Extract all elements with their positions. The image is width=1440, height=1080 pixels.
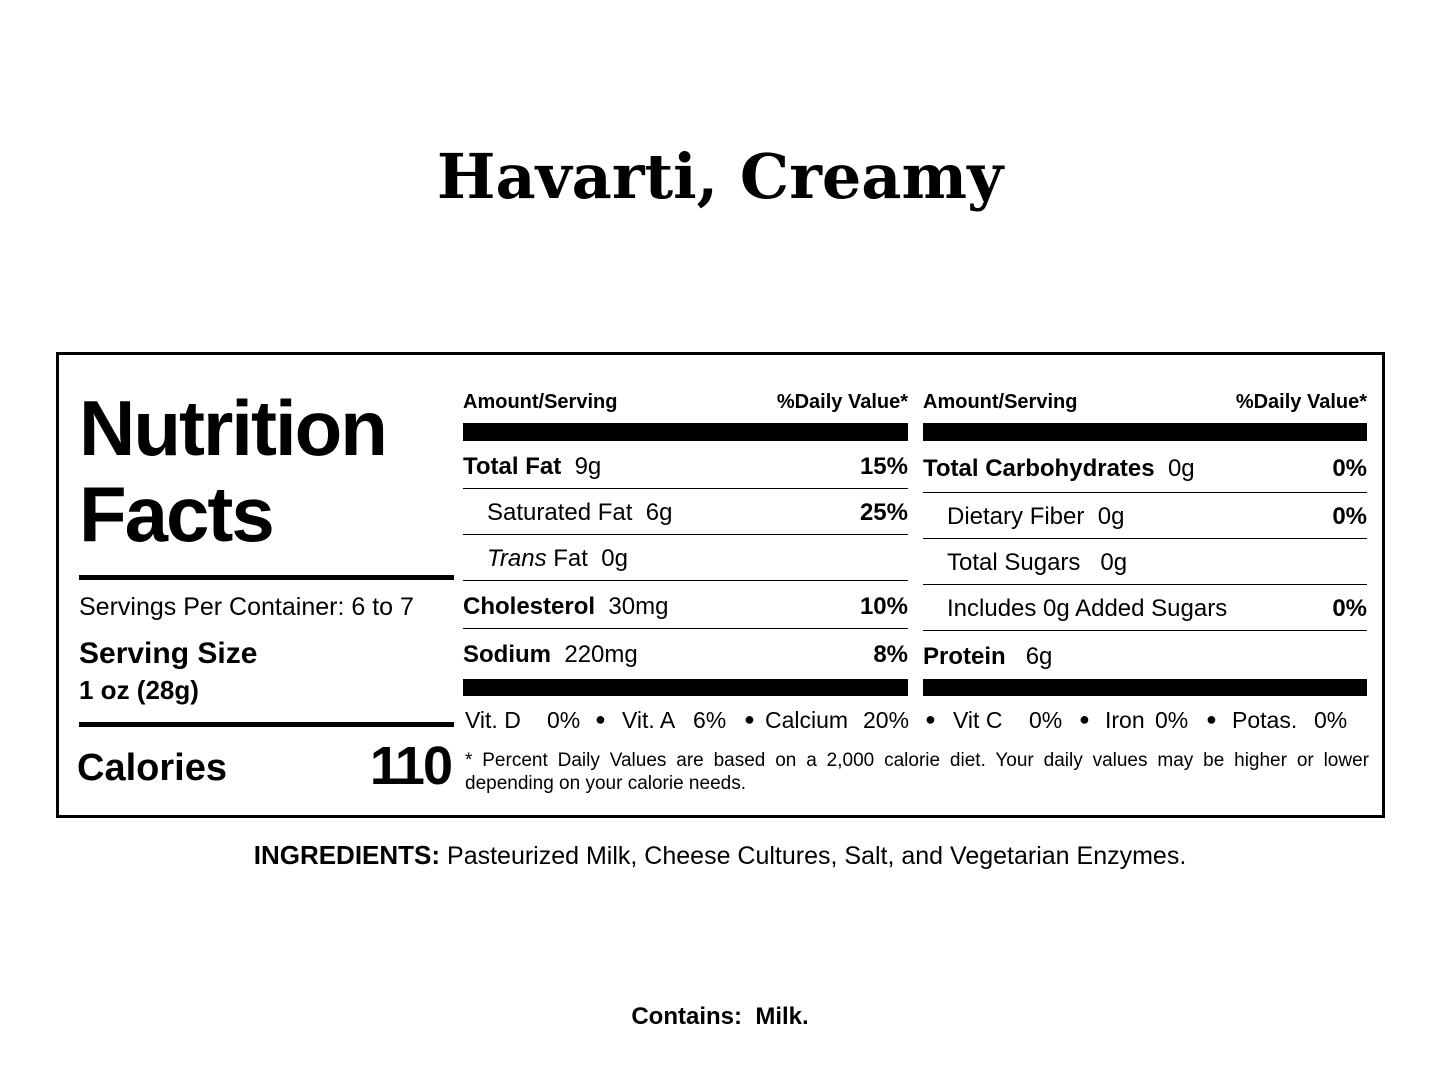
nutrient-name: Fat: [546, 545, 588, 572]
servings-per-container: Servings Per Container: 6 to 7: [79, 593, 414, 621]
nutrient-amount: 220mg: [564, 641, 638, 668]
nutrition-facts-panel: [56, 352, 1385, 818]
nutrient-name: Total Sugars: [947, 549, 1081, 576]
nutrient-name: Total Carbohydrates: [923, 455, 1155, 482]
serving-size-label: Serving Size: [79, 637, 258, 670]
nutrient-row: [923, 493, 1367, 539]
nutrient-row: [463, 583, 908, 629]
ingredients-text: Pasteurized Milk, Cheese Cultures, Salt, and Vegetarian Enzymes.: [447, 842, 1187, 870]
nutrition-facts-heading: [79, 385, 459, 557]
nutrient-name-italic: Trans: [487, 545, 547, 572]
product-title: Havarti, Creamy: [436, 140, 1004, 213]
nutrient-row: [463, 489, 908, 535]
nutrient-row: [923, 445, 1367, 493]
vitamin-value: 6%: [693, 707, 727, 733]
nutrient-amount: 0g: [601, 545, 628, 572]
nutrient-dv: 25%: [859, 499, 908, 526]
ingredients-line: [0, 840, 1440, 871]
nutrient-amount: 6g: [645, 499, 673, 526]
column-header: [463, 391, 908, 414]
nutrient-amount: 30mg: [608, 593, 669, 620]
divider-thick: [79, 722, 454, 727]
serving-size-value: 1 oz (28g): [79, 675, 199, 705]
vitamin-value: 20%: [863, 707, 910, 733]
heading-line-1: Nutrition: [79, 384, 386, 472]
allergen-statement: Contains: Milk.: [631, 1003, 809, 1030]
divider-thick: [79, 575, 454, 580]
bullet-separator: ●: [595, 709, 606, 729]
nutrient-row: [463, 535, 908, 581]
nutrient-amount: 0g: [1100, 549, 1128, 576]
vitamin-value: 0%: [1314, 707, 1348, 733]
nutrient-row: [923, 633, 1367, 679]
nutrient-name: Sodium: [463, 641, 551, 668]
nutrient-dv: 0%: [1332, 503, 1367, 530]
nutrient-name: Cholesterol: [463, 593, 596, 620]
calories-value: 110: [369, 736, 451, 796]
vitamin-name: Vit. A: [622, 707, 676, 733]
header-bar: [463, 423, 908, 441]
vitamin-value: 0%: [547, 707, 581, 733]
nutrient-row: [463, 443, 908, 489]
nutrient-dv: 15%: [859, 453, 908, 480]
nutrient-name: Total Fat: [463, 453, 562, 480]
vitamin-name: Potas.: [1232, 707, 1298, 733]
vitamin-value: 0%: [1155, 707, 1189, 733]
nutrient-amount: 0g: [1097, 503, 1125, 530]
nutrient-name: Dietary Fiber: [947, 503, 1085, 530]
vitamin-name: Vit. D: [465, 707, 521, 733]
daily-value-header: %Daily Value*: [1235, 391, 1367, 413]
vitamin-value: 0%: [1029, 707, 1063, 733]
nutrient-amount: 0g: [1167, 455, 1195, 482]
nutrient-row: [923, 585, 1367, 631]
bullet-separator: ●: [1079, 709, 1090, 729]
footer-bar: [923, 679, 1367, 696]
ingredients-label: INGREDIENTS:: [253, 840, 441, 870]
nutrient-amount: 9g: [574, 453, 602, 480]
nutrient-row: [923, 539, 1367, 585]
nutrient-row: [463, 631, 908, 677]
column-header: [923, 391, 1367, 414]
bullet-separator: ●: [744, 709, 755, 729]
header-bar: [923, 423, 1367, 441]
nutrient-dv: 8%: [873, 641, 908, 668]
daily-value-header: %Daily Value*: [776, 391, 908, 413]
nutrient-dv: 0%: [1332, 455, 1367, 482]
amount-header: Amount/Serving: [463, 391, 618, 413]
nutrient-dv: 0%: [1332, 595, 1367, 622]
nutrient-dv: 10%: [859, 593, 908, 620]
amount-header: Amount/Serving: [923, 391, 1078, 413]
nutrient-name: Includes 0g Added Sugars: [947, 595, 1228, 622]
bullet-separator: ●: [1206, 709, 1217, 729]
vitamin-name: Vit C: [953, 707, 1003, 733]
vitamin-name: Calcium: [765, 707, 849, 733]
nutrient-amount: 6g: [1025, 643, 1053, 670]
daily-value-footnote: * Percent Daily Values are based on a 2,000 calorie diet. Your daily values may be higher or lower depending on your calorie needs.: [465, 750, 1369, 794]
nutrient-name: Saturated Fat: [487, 499, 633, 526]
bullet-separator: ●: [925, 709, 936, 729]
calories-label: Calories: [77, 747, 227, 789]
vitamin-name: Iron: [1105, 707, 1145, 733]
footer-bar: [463, 679, 908, 696]
nutrient-name: Protein: [923, 643, 1006, 670]
heading-line-2: Facts: [79, 470, 273, 558]
